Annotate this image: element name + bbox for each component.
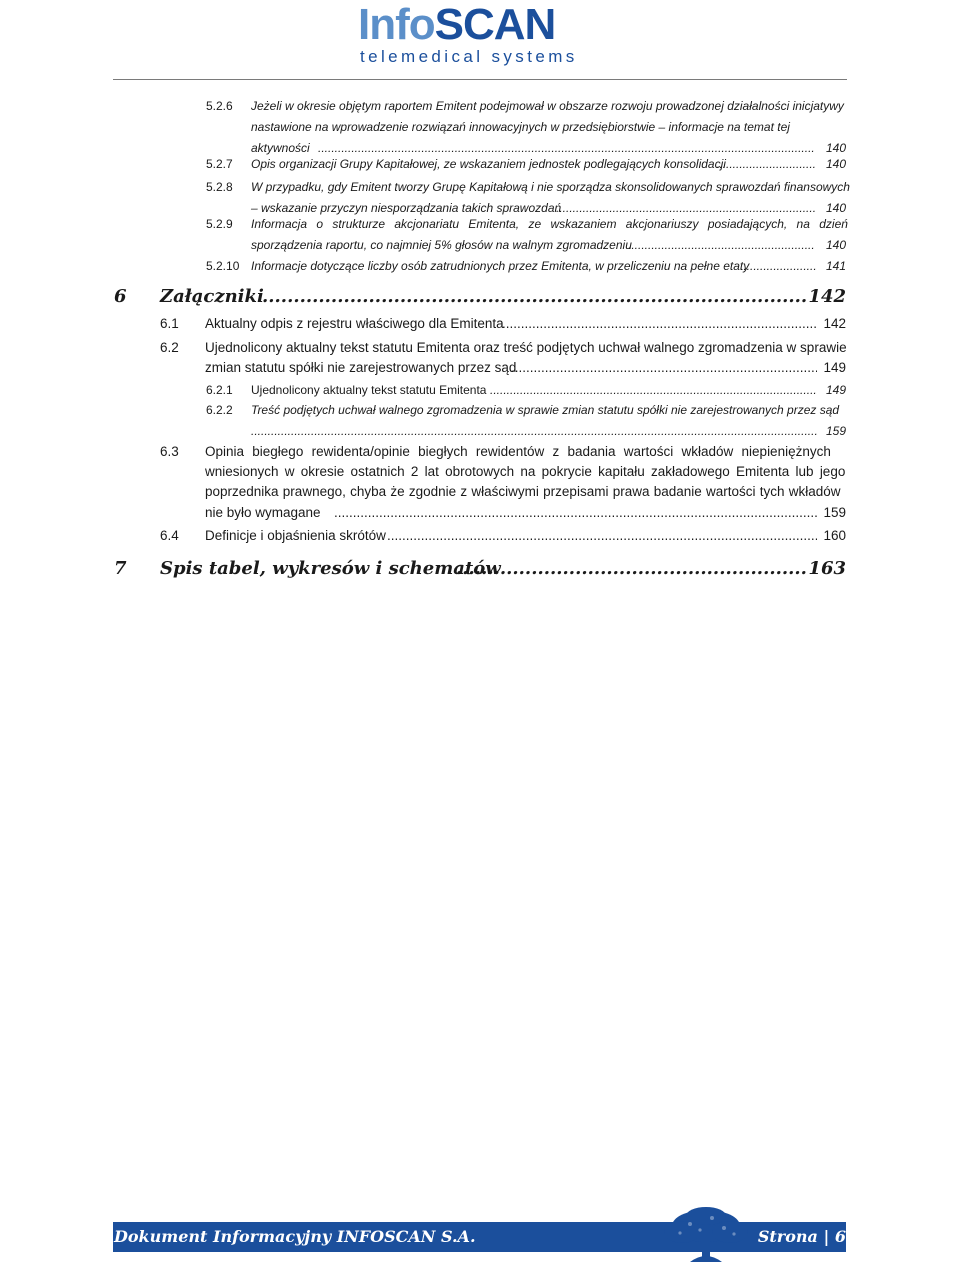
toc-entry-6-2-2[interactable] [0, 400, 960, 442]
logo-wordmark: InfoSCAN [358, 0, 556, 49]
tree-emblem-icon [660, 1206, 752, 1264]
toc-page-number: 140 [825, 201, 846, 215]
toc-number: 6.4 [160, 528, 179, 543]
toc-entry-5-2-8[interactable] [0, 177, 960, 219]
toc-number: 7 [114, 558, 127, 579]
toc-page-number: 142 [808, 286, 846, 307]
toc-entry-6-2-1[interactable] [0, 380, 960, 400]
toc-page-number: 140 [825, 238, 846, 252]
toc-number: 6.2.1 [206, 383, 233, 397]
toc-title-line: Opinia biegłego rewidenta/opinie biegłych rewidentów z badania wartości wkładów niepieniężnych [205, 444, 831, 459]
toc-entry-6-2[interactable] [0, 338, 960, 380]
toc-title-line: Informacja o strukturze akcjonariatu Emitenta, ze wskazaniem akcjonariuszy posiadających, na dzień [251, 217, 848, 231]
toc-number: 5.2.8 [206, 180, 233, 194]
toc-title-line: poprzednika prawnego, chyba że zgodnie z właściwymi przepisami prawa badanie wartości tych wkładów [205, 484, 841, 499]
toc-number: 6.3 [160, 444, 179, 459]
toc-leader [251, 421, 817, 441]
toc-page-number: 149 [823, 360, 846, 375]
footer-page-number: Strona | 6 [757, 1227, 846, 1246]
toc-page-number: 159 [823, 505, 846, 520]
toc-page-number: 163 [808, 558, 846, 579]
toc-title-line: Aktualny odpis z rejestru właściwego dla Emitenta [205, 316, 504, 331]
toc-number: 6.2 [160, 340, 179, 355]
toc-title-line: Spis tabel, wykresów i schematów [160, 558, 501, 579]
header-divider [113, 79, 847, 80]
toc-number: 5.2.10 [206, 259, 240, 273]
toc-entry-5-2-9[interactable] [0, 214, 960, 256]
toc-title-line: Definicje i objaśnienia skrótów [205, 528, 386, 543]
toc-page-number: 142 [823, 316, 846, 331]
footer-document-title: Dokument Informacyjny INFOSCAN S.A. [114, 1227, 476, 1246]
toc-title-line: nie było wymagane [205, 505, 321, 520]
toc-leader [456, 557, 808, 581]
toc-title-line: Ujednolicony aktualny tekst statutu Emitenta [251, 383, 487, 397]
toc-page-number: 160 [823, 528, 846, 543]
logo-tagline: telemedical systems [360, 47, 578, 66]
toc-leader [740, 256, 817, 276]
toc-entry-5-2-10[interactable] [0, 256, 960, 276]
toc-title-line: – wskazanie przyczyn niesporządzania takich sprawozdań [251, 201, 562, 215]
toc-title-line: Informacje dotyczące liczby osób zatrudnionych przez Emitenta, w przeliczeniu na pełne etaty [251, 259, 750, 273]
toc-leader [511, 358, 817, 378]
toc-number: 5.2.7 [206, 157, 233, 171]
toc-number: 6 [114, 286, 127, 307]
toc-page-number: 149 [825, 383, 846, 397]
toc-leader [502, 314, 817, 334]
toc-entry-6-3[interactable] [0, 442, 960, 524]
toc-number: 5.2.6 [206, 99, 233, 113]
toc-title-line: Opis organizacji Grupy Kapitałowej, ze wskazaniem jednostek podlegających konsolidacji [251, 157, 726, 171]
toc-entry-5-2-6[interactable] [0, 96, 960, 158]
toc-leader [490, 380, 817, 400]
toc-entry-6-1[interactable] [0, 314, 960, 334]
toc-leader [334, 503, 817, 523]
toc-number: 6.2.2 [206, 403, 233, 417]
toc-title-line: Treść podjętych uchwał walnego zgromadzenia w sprawie zmian statutu spółki nie zarejestrowanych przez sąd [251, 403, 840, 417]
toc-title-line: nastawione na wprowadzenie rozwiązań innowacyjnych w przedsiębiorstwie – informacje na temat tej [251, 120, 790, 134]
toc-number: 5.2.9 [206, 217, 233, 231]
toc-number: 6.1 [160, 316, 179, 331]
toc-title-line: Jeżeli w okresie objętym raportem Emitent podejmował w obszarze rozwoju prowadzonej działalności inicjatywy [251, 99, 844, 113]
toc-page-number: 141 [825, 259, 846, 273]
toc-title-line: aktywności [251, 141, 310, 155]
toc-leader [262, 285, 808, 309]
infoscan-logo [358, 0, 604, 72]
toc-title-line: zmian statutu spółki nie zarejestrowanych przez sąd [205, 360, 517, 375]
toc-leader [716, 154, 815, 174]
toc-entry-6[interactable] [0, 285, 960, 311]
toc-title-line: Załączniki [160, 286, 264, 307]
toc-page-number: 140 [825, 141, 846, 155]
toc-title-line: Ujednolicony aktualny tekst statutu Emitenta oraz treść podjętych uchwał walnego zgromadzenia w sprawie [205, 340, 847, 355]
toc-title-line: wniesionych w okresie ostatnich 2 lat obrotowych na pokrycie kapitału zakładowego Emitenta lub jego [205, 464, 846, 479]
toc-entry-5-2-7[interactable] [0, 154, 960, 174]
toc-entry-7[interactable] [0, 557, 960, 583]
toc-entry-6-4[interactable] [0, 526, 960, 546]
toc-page-number: 140 [825, 157, 846, 171]
toc-title-line: sporządzenia raportu, co najmniej 5% głosów na walnym zgromadzeniu [251, 238, 632, 252]
toc-title-line: W przypadku, gdy Emitent tworzy Grupę Kapitałową i nie sporządza skonsolidowanych sprawozdań finansowych [251, 180, 850, 194]
toc-leader [628, 235, 815, 255]
toc-page-number: 159 [825, 424, 846, 438]
toc-leader [387, 526, 817, 546]
